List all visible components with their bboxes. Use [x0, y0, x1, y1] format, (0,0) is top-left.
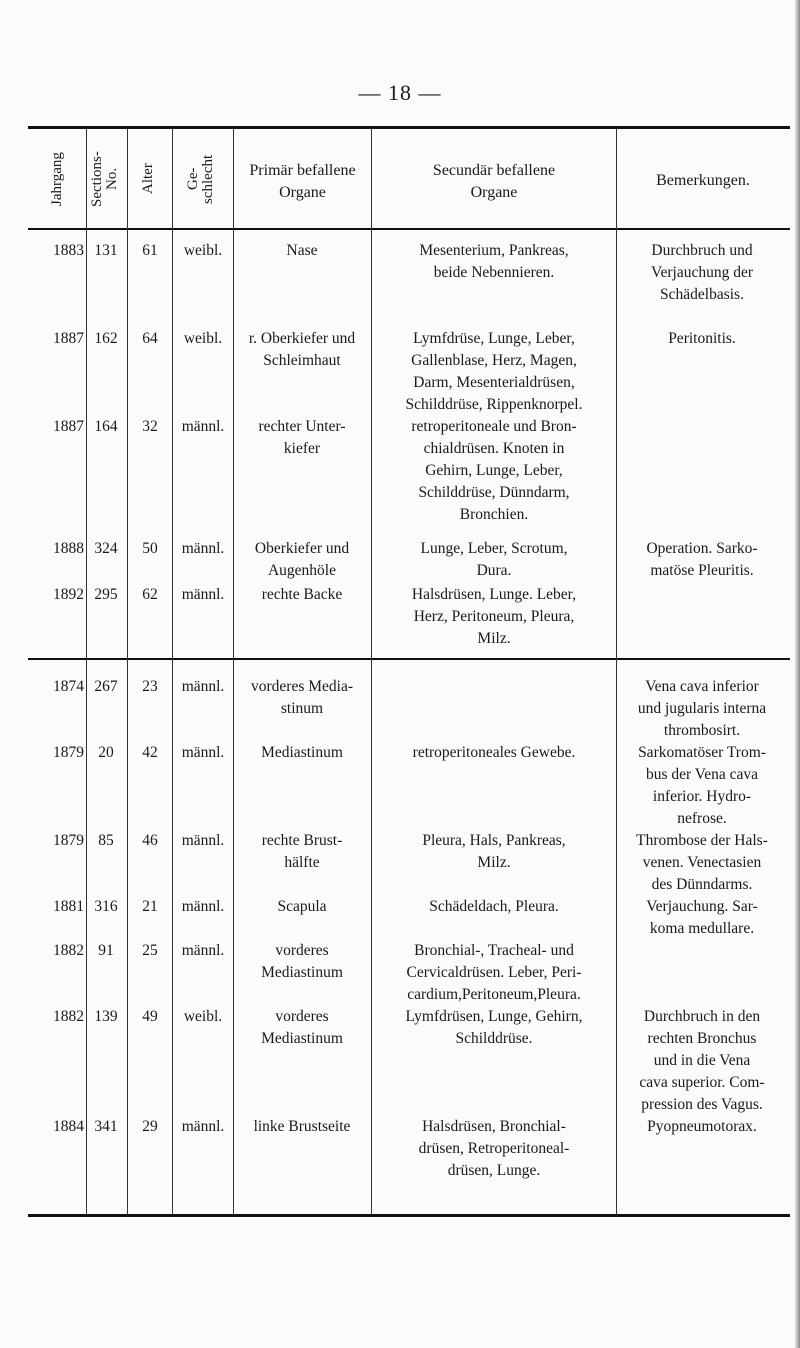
- cell-remarks: Vena cava inferior und jugularis interna thrombosirt.: [637, 678, 767, 739]
- cell-section: 341: [94, 1118, 118, 1135]
- column-divider: [233, 129, 234, 1214]
- cell-section: 20: [98, 744, 114, 761]
- cell-secondary: Lymfdrüse, Lunge, Leber, Gallenblase, Herz, Magen, Darm, Mesenterialdrüsen, Schilddrüse, Rippenknorpel.: [405, 330, 583, 413]
- cell-primary: linke Brustseite: [253, 1118, 351, 1135]
- cell-section: 139: [94, 1008, 118, 1025]
- header-section: Sections- No.: [89, 151, 120, 207]
- cell-secondary: Schädeldach, Pleura.: [429, 898, 559, 915]
- header-age: Alter: [140, 163, 156, 195]
- cell-sex: männl.: [181, 418, 225, 435]
- column-divider: [371, 129, 372, 1214]
- cell-year: 1884: [53, 1118, 84, 1135]
- cell-sex: weibl.: [183, 242, 223, 259]
- cell-year: 1887: [53, 418, 84, 435]
- cell-year: 1874: [53, 678, 84, 695]
- cell-remarks: Sarkomatöser Trom- bus der Vena cava inferior. Hydro- nefrose.: [638, 744, 766, 827]
- cell-sex: männl.: [181, 898, 225, 915]
- cell-year: 1887: [53, 330, 84, 347]
- cell-sex: männl.: [181, 678, 225, 695]
- column-divider: [127, 129, 128, 1214]
- cell-remarks: Pyopneumotorax.: [647, 1118, 757, 1135]
- cell-primary: rechte Brust- hälfte: [261, 832, 343, 871]
- cell-sex: männl.: [181, 540, 225, 557]
- cell-secondary: Mesenterium, Pankreas, beide Nebennieren.: [419, 242, 569, 281]
- header-secondary: Secundär befallene Organe: [432, 162, 556, 201]
- cell-secondary: Pleura, Hals, Pankreas, Milz.: [422, 832, 566, 871]
- header-year: Jahrgang: [49, 152, 65, 206]
- cell-year: 1883: [53, 242, 84, 259]
- cell-age: 23: [142, 678, 158, 695]
- cell-year: 1881: [53, 898, 84, 915]
- header-bottom-rule: [28, 228, 790, 230]
- cell-section: 91: [98, 942, 114, 959]
- cell-secondary: Halsdrüsen, Bronchial- drüsen, Retroperitoneal- drüsen, Lunge.: [418, 1118, 570, 1179]
- table-top-rule: [28, 126, 790, 129]
- cell-age: 42: [142, 744, 158, 761]
- cell-sex: männl.: [181, 1118, 225, 1135]
- cell-remarks: Thrombose der Hals- venen. Venectasien des Dünndarms.: [636, 832, 768, 893]
- cell-secondary: Halsdrüsen, Lunge. Leber, Herz, Peritoneum, Pleura, Milz.: [411, 586, 577, 647]
- cell-remarks: Verjauchung. Sar- koma medullare.: [646, 898, 758, 937]
- cell-sex: männl.: [181, 744, 225, 761]
- cell-secondary: Lymfdrüsen, Lunge, Gehirn, Schilddrüse.: [405, 1008, 583, 1047]
- cell-year: 1882: [53, 1008, 84, 1025]
- cell-age: 61: [142, 242, 158, 259]
- cell-age: 25: [142, 942, 158, 959]
- cell-year: 1892: [53, 586, 84, 603]
- cell-remarks: Peritonitis.: [668, 330, 736, 347]
- cell-year: 1879: [53, 832, 84, 849]
- cell-primary: vorderes Mediastinum: [261, 1008, 343, 1047]
- cell-sex: weibl.: [183, 330, 223, 347]
- cell-remarks: Operation. Sarko- matöse Pleuritis.: [646, 540, 758, 579]
- column-divider: [86, 129, 87, 1214]
- cell-section: 131: [94, 242, 118, 259]
- cell-age: 46: [142, 832, 158, 849]
- cell-age: 49: [142, 1008, 158, 1025]
- header-primary: Primär befallene Organe: [249, 162, 356, 201]
- cell-primary: Oberkiefer und Augenhöle: [254, 540, 350, 579]
- cell-primary: rechter Unter- kiefer: [258, 418, 346, 457]
- cell-year: 1882: [53, 942, 84, 959]
- cell-sex: männl.: [181, 586, 225, 603]
- cell-sex: männl.: [181, 942, 225, 959]
- header-remarks: Bemerkungen.: [656, 172, 750, 189]
- page-edge-shadow: [794, 0, 800, 1348]
- cell-primary: rechte Backe: [261, 586, 343, 603]
- cell-primary: Nase: [286, 242, 318, 259]
- column-divider: [616, 129, 617, 1214]
- cell-remarks: Durchbruch in den rechten Bronchus und in die Vena cava superior. Com- pression des Vagus.: [639, 1008, 765, 1113]
- table-bottom-rule: [28, 1214, 790, 1217]
- cell-sex: männl.: [181, 832, 225, 849]
- cell-year: 1888: [53, 540, 84, 557]
- cell-age: 32: [142, 418, 158, 435]
- cell-age: 21: [142, 898, 158, 915]
- cell-age: 29: [142, 1118, 158, 1135]
- cell-section: 324: [94, 540, 118, 557]
- cell-primary: vorderes Media- stinum: [251, 678, 353, 717]
- page-number: — 18 —: [358, 80, 442, 105]
- cell-secondary: Lunge, Leber, Scrotum, Dura.: [420, 540, 568, 579]
- cell-primary: r. Oberkiefer und Schleimhaut: [248, 330, 356, 369]
- cell-secondary: retroperitoneale und Bron- chialdrüsen. Knoten in Gehirn, Lunge, Leber, Schilddrüse, Dünndarm, Bronchien.: [411, 418, 577, 523]
- cell-section: 164: [94, 418, 118, 435]
- cell-primary: vorderes Mediastinum: [261, 942, 343, 981]
- column-divider: [172, 129, 173, 1214]
- cell-age: 50: [142, 540, 158, 557]
- cell-primary: Scapula: [277, 898, 327, 915]
- cell-secondary: Bronchial-, Tracheal- und Cervicaldrüsen. Leber, Peri- cardium,Peritoneum,Pleura.: [406, 942, 582, 1003]
- cell-age: 64: [142, 330, 158, 347]
- cell-section: 316: [94, 898, 118, 915]
- cell-age: 62: [142, 586, 158, 603]
- cell-section: 267: [94, 678, 118, 695]
- cell-secondary: retroperitoneales Gewebe.: [412, 744, 576, 761]
- cell-section: 85: [98, 832, 114, 849]
- header-sex: Ge- schlecht: [185, 154, 216, 204]
- cell-remarks: Durchbruch und Verjauchung der Schädelbasis.: [651, 242, 753, 303]
- group-divider-rule: [28, 658, 790, 660]
- cell-section: 162: [94, 330, 118, 347]
- cell-sex: weibl.: [183, 1008, 223, 1025]
- cell-year: 1879: [53, 744, 84, 761]
- cell-section: 295: [94, 586, 118, 603]
- cell-primary: Mediastinum: [261, 744, 343, 761]
